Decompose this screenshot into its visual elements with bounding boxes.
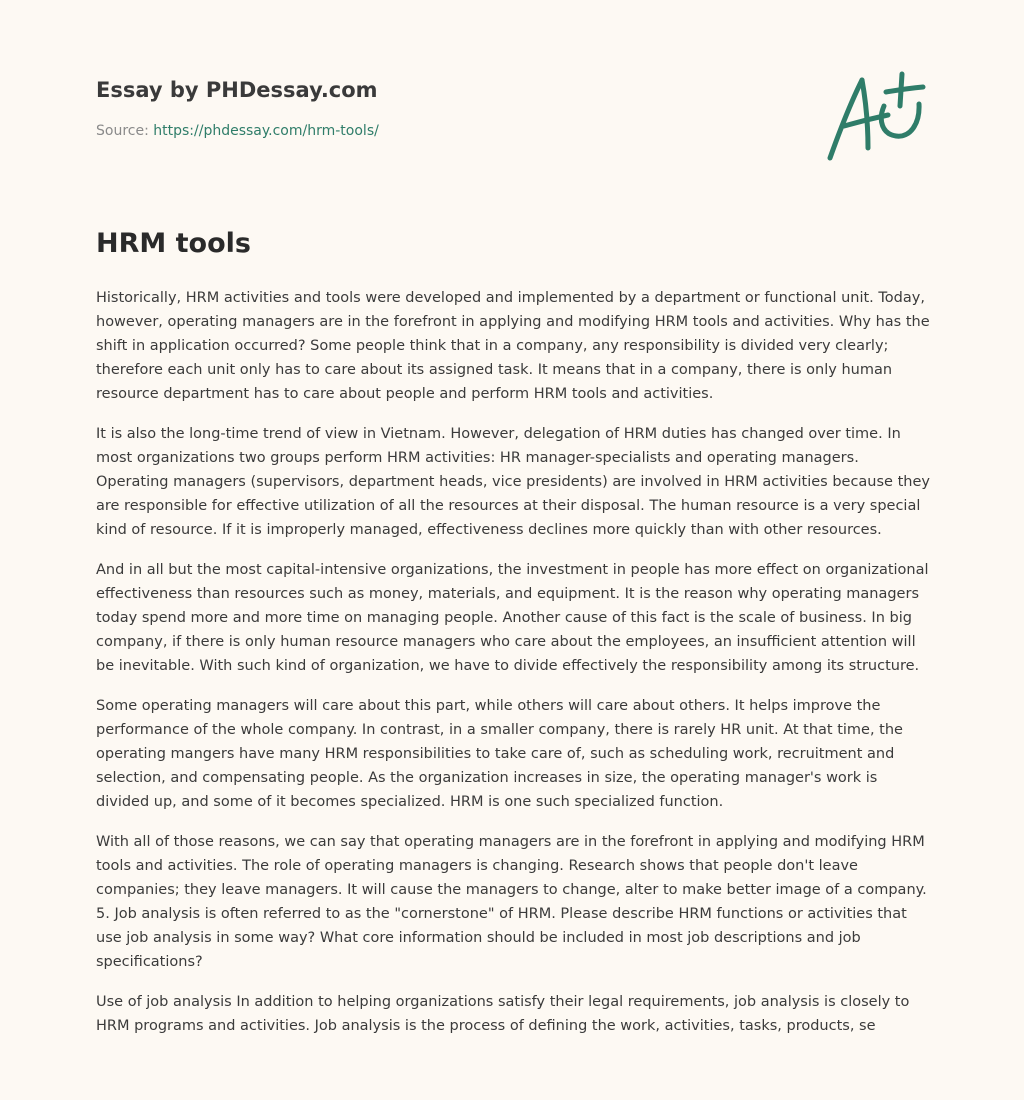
a-plus-logo-icon <box>822 68 927 166</box>
site-title: Essay by PHDessay.com <box>96 78 378 102</box>
source-link[interactable]: https://phdessay.com/hrm-tools/ <box>153 123 379 139</box>
essay-body <box>96 286 932 1054</box>
essay-paragraph: Historically, HRM activities and tools were developed and implemented by a department or functional unit. Today, however, operating managers are in the forefront in applying and modifying HRM tools and activities. Why has the shift in application occurred? Some people think that in a company, any responsibility is divided very clearly; therefore each unit only has to care about its assigned task. It means that in a company, there is only human resource department has to care about people and perform HRM tools and activities. <box>96 290 930 402</box>
page-header <box>96 76 796 141</box>
essay-paragraph: Use of job analysis In addition to helping organizations satisfy their legal requirements, job analysis is closely to HRM programs and activities. Job analysis is the process of defining the work, activities, tasks, products, se <box>96 994 910 1034</box>
essay-paragraph: It is also the long-time trend of view in Vietnam. However, delegation of HRM duties has changed over time. In most organizations two groups perform HRM activities: HR manager-specialists and operating managers. Operating managers (supervisors, department heads, vice presidents) are involved in HRM activities because they are responsible for effective utilization of all the resources at their disposal. The human resource is a very special kind of resource. If it is improperly managed, effectiveness declines more quickly than with other resources. <box>96 426 930 538</box>
essay-paragraph: With all of those reasons, we can say that operating managers are in the forefront in applying and modifying HRM tools and activities. The role of operating managers is changing. Research shows that people don't leave companies; they leave managers. It will cause the managers to change, alter to make better image of a company. 5. Job analysis is often referred to as the "cornerstone" of HRM. Please describe HRM functions or activities that use job analysis in some way? What core information should be included in most job descriptions and job specifications? <box>96 834 927 970</box>
essay-paragraph: And in all but the most capital-intensive organizations, the investment in people has more effect on organizational effectiveness than resources such as money, materials, and equipment. It is the reason why operating managers today spend more and more time on managing people. Another cause of this fact is the scale of business. In big company, if there is only human resource managers who care about the employees, an insufficient attention will be inevitable. With such kind of organization, we have to divide effectively the responsibility among its structure. <box>96 562 929 674</box>
essay-paragraph: Some operating managers will care about this part, while others will care about others. It helps improve the performance of the whole company. In contrast, in a smaller company, there is rarely HR unit. At that time, the operating mangers have many HRM responsibilities to take care of, such as scheduling work, recruitment and selection, and compensating people. As the organization increases in size, the operating manager's work is divided up, and some of it becomes specialized. HRM is one such specialized function. <box>96 698 903 810</box>
source-label: Source: <box>96 123 149 139</box>
source-line <box>96 121 796 141</box>
essay-title: HRM tools <box>96 228 251 259</box>
